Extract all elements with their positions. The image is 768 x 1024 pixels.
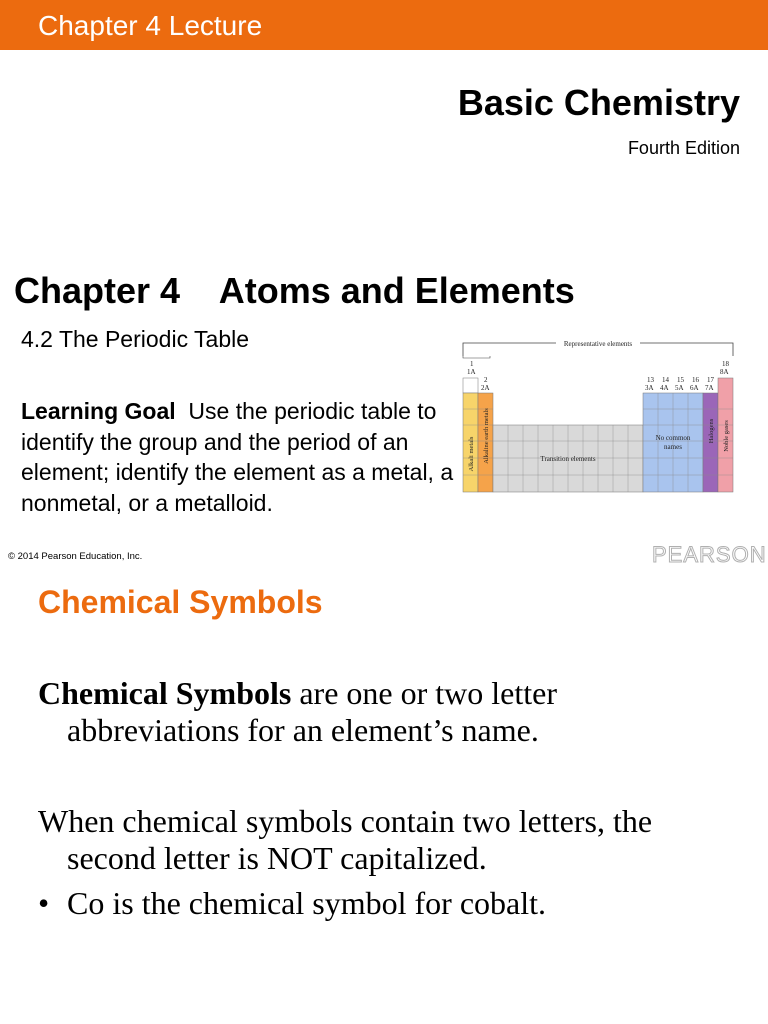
rule-line2: second letter is NOT capitalized. bbox=[67, 840, 487, 876]
rule-line1: When chemical symbols contain two letters, the bbox=[38, 803, 653, 839]
edition-label: Fourth Edition bbox=[627, 138, 740, 158]
book-title: Basic Chemistry bbox=[457, 82, 740, 123]
group-17-alt: 7A bbox=[705, 384, 714, 392]
alkali-label: Alkali metals bbox=[468, 436, 475, 472]
copyright: © 2014 Pearson Education, Inc. bbox=[8, 551, 143, 562]
group-14-number: 14 bbox=[662, 376, 669, 384]
pearson-logo: PEARSON bbox=[652, 542, 767, 567]
group-1-alt: 1A bbox=[467, 368, 476, 376]
group-16-alt: 6A bbox=[690, 384, 699, 392]
definition-paragraph bbox=[38, 675, 738, 749]
slide-heading: Chemical Symbols bbox=[38, 584, 323, 620]
rule-paragraph bbox=[38, 803, 738, 877]
group-18-alt: 8A bbox=[720, 368, 729, 376]
group-13-number: 13 bbox=[647, 376, 654, 384]
group-1-number: 1 bbox=[470, 360, 474, 368]
group-18-number: 18 bbox=[722, 360, 729, 368]
periodic-table-figure bbox=[458, 336, 738, 496]
bullet-text: Co is the chemical symbol for cobalt. bbox=[67, 885, 546, 921]
bullet-marker: • bbox=[38, 885, 50, 921]
group-14-alt: 4A bbox=[660, 384, 669, 392]
learning-goal-label: Learning Goal bbox=[21, 398, 176, 424]
group-15-number: 15 bbox=[677, 376, 684, 384]
header-bar bbox=[0, 0, 768, 50]
group-2-alt: 2A bbox=[481, 384, 490, 392]
content-slide bbox=[0, 575, 768, 1024]
halogens-label: Halogens bbox=[708, 418, 715, 444]
section-title: 4.2 The Periodic Table bbox=[21, 326, 250, 352]
no-common-names-line1: No common bbox=[655, 434, 691, 442]
group-16-number: 16 bbox=[692, 376, 699, 384]
definition-term: Chemical Symbols bbox=[38, 675, 292, 711]
hydrogen-cell bbox=[463, 378, 478, 393]
definition-line1: are one or two letter bbox=[291, 675, 557, 711]
bullet-item bbox=[38, 885, 546, 922]
transition-label: Transition elements bbox=[540, 455, 596, 463]
no-common-names-line2: names bbox=[664, 443, 682, 451]
lecture-title: Chapter 4 Lecture bbox=[38, 10, 263, 41]
group-17-number: 17 bbox=[707, 376, 714, 384]
definition-line2: abbreviations for an element’s name. bbox=[67, 712, 539, 748]
chapter-title: Chapter 4 Atoms and Elements bbox=[14, 270, 575, 311]
group-15-alt: 5A bbox=[675, 384, 684, 392]
noble-gases-label: Noble gases bbox=[723, 420, 730, 452]
group-1-bracket bbox=[463, 356, 490, 358]
learning-goal-text: Use the periodic table to identify the group and the period of an element; identify the element as a metal, a nonmetal, or a metalloid. bbox=[21, 398, 454, 516]
alkaline-label: Alkaline earth metals bbox=[483, 408, 490, 464]
group-2-number: 2 bbox=[484, 376, 488, 384]
group-13-alt: 3A bbox=[645, 384, 654, 392]
learning-goal bbox=[21, 396, 461, 518]
representative-label: Representative elements bbox=[563, 340, 633, 348]
